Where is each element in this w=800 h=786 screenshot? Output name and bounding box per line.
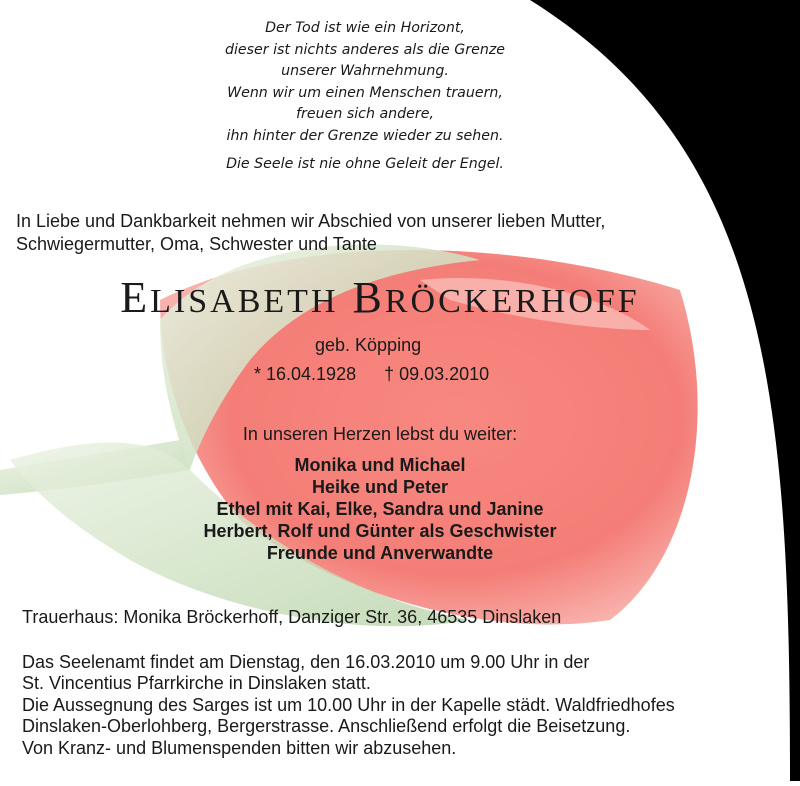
mourning-house-address: Trauerhaus: Monika Bröckerhoff, Danziger Str. 36, 46535 Dinslaken <box>22 607 562 627</box>
mourner-line: Herbert, Rolf und Günter als Geschwister <box>203 521 557 541</box>
mourner-line: Ethel mit Kai, Elke, Sandra und Janine <box>216 499 544 519</box>
mourners-intro: In unseren Herzen lebst du weiter: <box>242 424 518 444</box>
poem-line: unserer Wahrnehmung. <box>281 63 449 80</box>
publisher-logo <box>761 712 791 772</box>
poem-closing: Die Seele ist nie ohne Geleit der Engel. <box>226 155 504 172</box>
first-initial: E <box>120 273 151 322</box>
info-line: St. Vincentius Pfarrkirche in Dinslaken statt. <box>22 673 371 694</box>
deceased-name <box>0 272 760 323</box>
info-line: Von Kranz- und Blumenspenden bitten wir abzusehen. <box>22 737 457 758</box>
farewell-intro <box>16 210 605 256</box>
poem <box>200 18 530 175</box>
born-name: geb. Köpping <box>315 335 422 355</box>
info-line: Dinslaken-Oberlohberg, Bergerstrasse. Anschließend erfolgt die Beisetzung. <box>22 716 631 737</box>
poem-line: ihn hinter der Grenze wieder zu sehen. <box>226 127 504 144</box>
mourner-line: Freunde und Anverwandte <box>266 543 494 563</box>
first-rest: LISABETH <box>150 283 339 320</box>
intro-line: In Liebe und Dankbarkeit nehmen wir Abschied von unserer lieben Mutter, <box>16 211 606 231</box>
poem-line: dieser ist nichts anderes als die Grenze <box>224 41 506 58</box>
mourners-list <box>0 454 760 564</box>
last-rest: RÖCKERHOFF <box>384 283 640 320</box>
death-date: † 09.03.2010 <box>384 364 490 384</box>
life-dates <box>254 364 489 385</box>
info-line: Das Seelenamt findet am Dienstag, den 16.03.2010 um 9.00 Uhr in der <box>22 652 590 672</box>
mourner-line: Heike und Peter <box>311 477 449 497</box>
info-line: Die Aussegnung des Sarges ist um 10.00 Uhr in der Kapelle städt. Waldfriedhofes <box>22 694 675 715</box>
birth-date: * 16.04.1928 <box>254 364 357 384</box>
intro-line: Schwiegermutter, Oma, Schwester und Tante <box>16 234 377 254</box>
funeral-info <box>22 652 675 759</box>
poem-line: Der Tod ist wie ein Horizont, <box>265 20 465 36</box>
poem-line: Wenn wir um einen Menschen trauern, <box>227 84 503 101</box>
poem-line: freuen sich andere, <box>296 106 434 123</box>
last-initial: B <box>352 273 385 322</box>
mourner-line: Monika und Michael <box>294 455 466 475</box>
